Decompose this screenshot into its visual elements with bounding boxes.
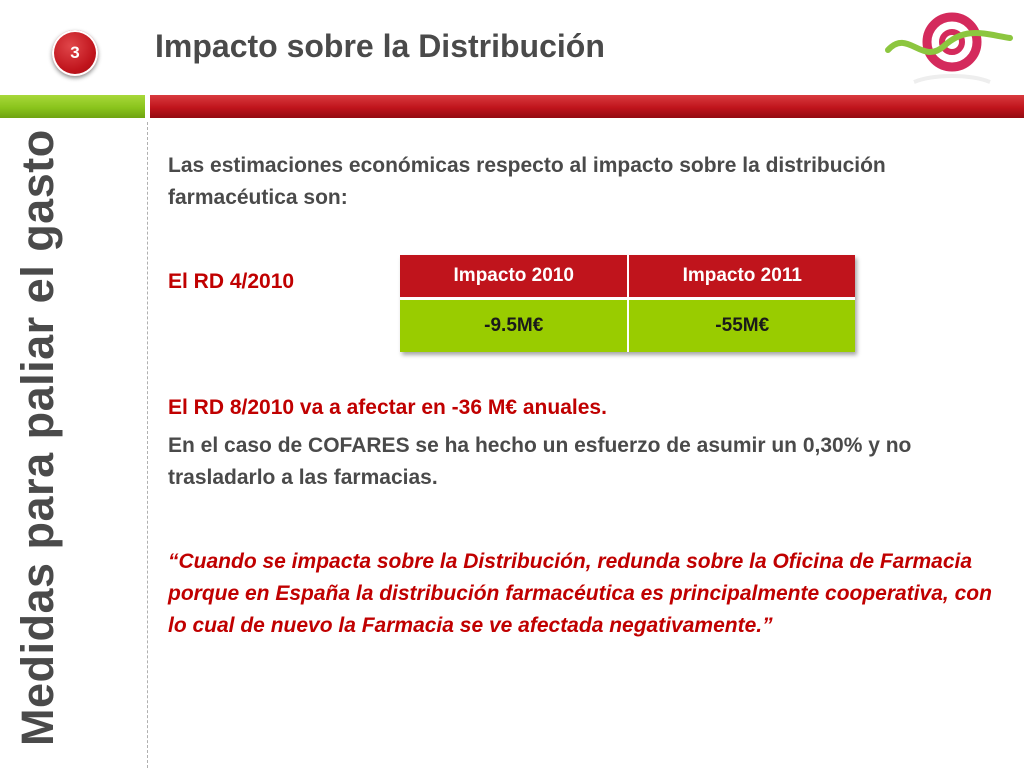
- table-cell: -9.5M€: [400, 299, 628, 353]
- header-green-bar: [0, 95, 145, 118]
- table-header-cell: Impacto 2010: [400, 255, 628, 299]
- intro-paragraph: Las estimaciones económicas respecto al impacto sobre la distribución farmacéutica son:: [168, 154, 886, 209]
- table-header-row: [400, 255, 855, 299]
- quote-paragraph: “Cuando se impacta sobre la Distribución, redunda sobre la Oficina de Farmacia porque en España la distribución farmacéutica es principalmente cooperativa, con lo cual de nuevo la Farmacia se ve afectada negativamente.”: [168, 550, 992, 637]
- dashed-divider: [147, 122, 148, 768]
- cofares-paragraph: En el caso de COFARES se ha hecho un esfuerzo de asumir un 0,30% y no trasladarlo a las farmacias.: [168, 434, 912, 489]
- table-row: [400, 299, 855, 353]
- sidebar-vertical-title: Medidas para paliar el gasto: [12, 129, 63, 746]
- impact-table: [400, 255, 855, 352]
- table-cell: -55M€: [628, 299, 855, 353]
- page-title: Impacto sobre la Distribución: [155, 28, 605, 64]
- company-logo: [884, 8, 1014, 86]
- rd4-label: El RD 4/2010: [168, 270, 295, 293]
- header-red-bar: [150, 95, 1024, 118]
- section-number-badge: [52, 30, 98, 76]
- table-header-cell: Impacto 2011: [628, 255, 855, 299]
- section-number: 3: [70, 43, 80, 62]
- rd8-paragraph: El RD 8/2010 va a afectar en -36 M€ anuales.: [168, 396, 607, 419]
